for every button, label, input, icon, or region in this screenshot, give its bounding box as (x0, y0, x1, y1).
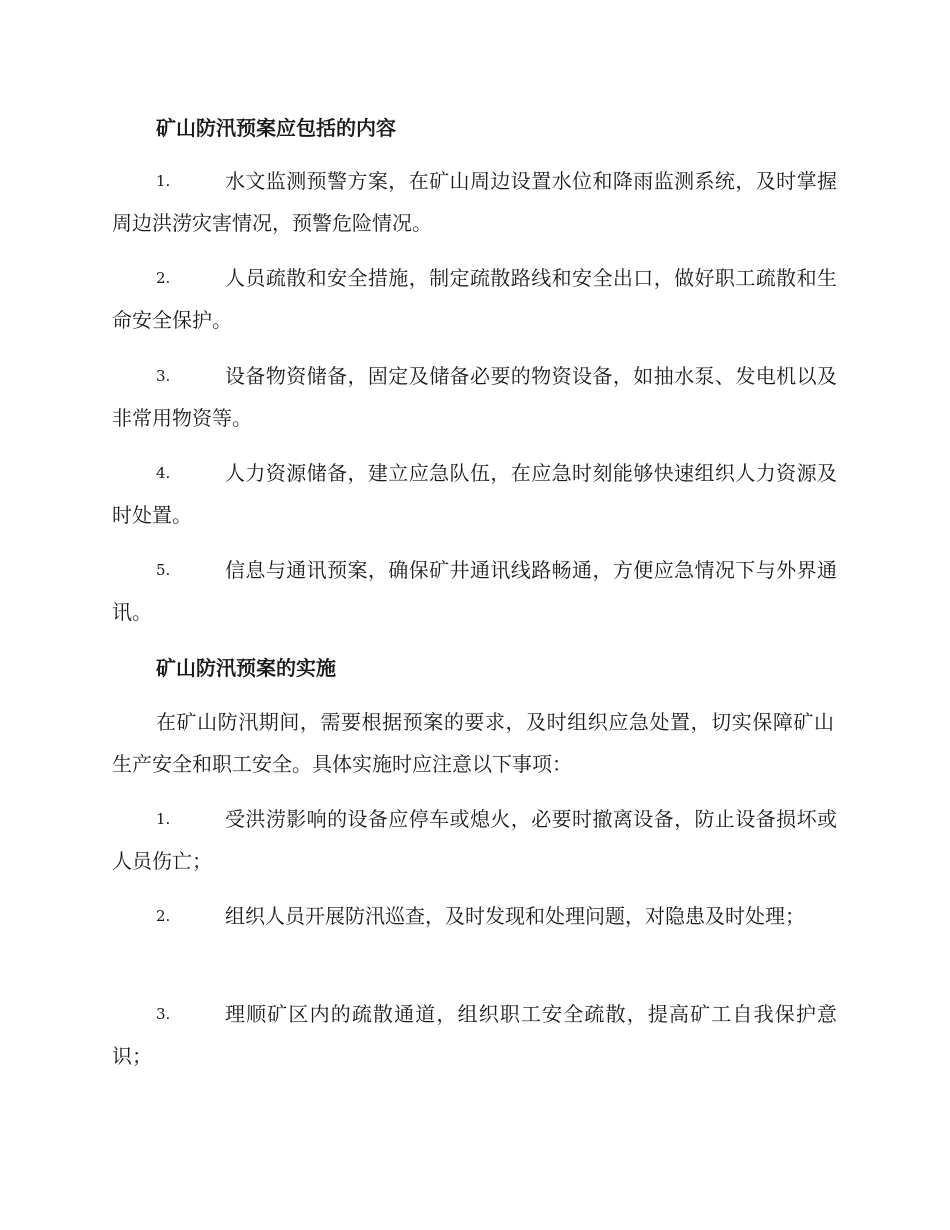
list-text: 组织人员开展防汛巡查，及时发现和处理问题，对隐患及时处理； (225, 904, 805, 928)
list-text: 设备物资储备，固定及储备必要的物资设备，如抽水泵、发电机以及非常用物资等。 (112, 364, 837, 430)
list-number: 5. (156, 561, 171, 579)
section-heading: 矿山防汛预案的实施 (156, 656, 336, 680)
list-item (112, 160, 837, 244)
list-item (112, 355, 837, 439)
list-text: 信息与通讯预案，确保矿井通讯线路畅通，方便应急情况下与外界通讯。 (112, 558, 837, 624)
list-text: 受洪涝影响的设备应停车或熄火，必要时撤离设备，防止设备损坏或人员伤亡； (112, 807, 837, 873)
intro-paragraph: 在矿山防汛期间，需要根据预案的要求，及时组织应急处置，切实保障矿山生产安全和职工安全。具体实施时应注意以下事项： (112, 710, 834, 776)
list-number: 3. (156, 1005, 171, 1023)
list-number: 3. (156, 367, 171, 385)
section-heading: 矿山防汛预案应包括的内容 (156, 116, 396, 140)
list-text: 水文监测预警方案，在矿山周边设置水位和降雨监测系统，及时掌握周边洪涝灾害情况，预警危险情况。 (112, 169, 837, 235)
list-number: 1. (156, 810, 171, 828)
list-number: 1. (156, 172, 171, 190)
list-number: 4. (156, 464, 171, 482)
list-item (112, 895, 837, 937)
list-item (112, 798, 837, 882)
list-item (112, 452, 837, 536)
list-text: 理顺矿区内的疏散通道，组织职工安全疏散，提高矿工自我保护意识； (112, 1002, 837, 1068)
list-number: 2. (156, 269, 171, 287)
list-text: 人员疏散和安全措施，制定疏散路线和安全出口，做好职工疏散和生命安全保护。 (112, 266, 837, 332)
list-number: 2. (156, 907, 171, 925)
list-item (112, 549, 837, 633)
list-item (112, 993, 837, 1077)
list-item (112, 257, 837, 341)
list-text: 人力资源储备，建立应急队伍，在应急时刻能够快速组织人力资源及时处置。 (112, 461, 837, 527)
